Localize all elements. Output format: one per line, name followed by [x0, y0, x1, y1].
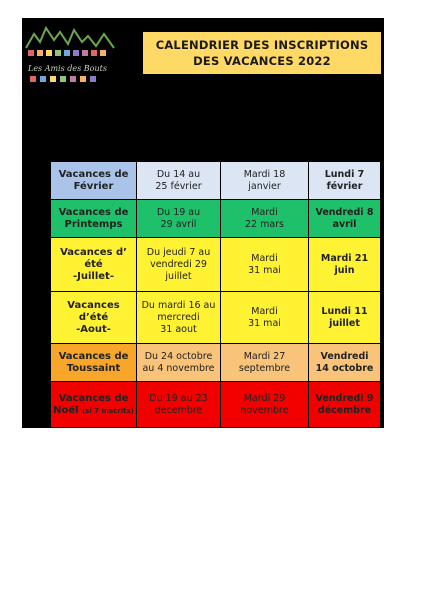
calendar-sheet	[22, 18, 384, 428]
table-row	[51, 200, 381, 238]
vacation-dates-cell	[137, 162, 221, 200]
cell-text-line: Vacances de	[58, 206, 129, 218]
cell-text-line: 31 mai	[248, 264, 281, 276]
registration-opening-cell	[221, 238, 309, 292]
cell-text-line: Vacances de	[58, 350, 129, 362]
cell-text-line: Toussaint	[66, 362, 121, 374]
cell-text-line: vendredi 29	[150, 258, 207, 270]
cell-text-line: -Juillet-	[73, 270, 114, 282]
cell-text-line: septembre	[238, 362, 291, 374]
cell-text-line: Du 19 au 23	[149, 392, 208, 404]
cell-text-line: Lundi 7	[324, 168, 365, 180]
vacation-name-cell	[51, 238, 137, 292]
cell-text-line: Vendredi	[320, 350, 369, 362]
cell-text-line: avril	[332, 218, 357, 230]
cell-text-line: Printemps	[64, 218, 123, 230]
cell-text-line: 22 mars	[244, 218, 285, 230]
table-row	[51, 292, 381, 344]
vacation-dates-cell	[137, 238, 221, 292]
cell-text-line: au 4 novembre	[142, 362, 215, 374]
registration-opening-cell	[221, 200, 309, 238]
cell-text-line: Mardi	[251, 305, 278, 317]
logo-color-squares-icon	[24, 74, 116, 86]
registration-deadline-cell	[309, 200, 381, 238]
cell-text-line: Vacances de	[58, 168, 129, 180]
vacation-name-cell	[51, 382, 137, 428]
cell-text-line: Mardi 18	[243, 168, 286, 180]
vacation-name-cell	[51, 344, 137, 382]
mountains-logo-icon	[24, 20, 116, 66]
cell-text-line: 31 mai	[248, 317, 281, 329]
cell-text-line: Lundi 11	[321, 305, 368, 317]
cell-note: (si 7 inscrits)	[82, 406, 134, 415]
cell-text-line: Noël	[53, 404, 79, 416]
cell-text-line: Mardi	[251, 206, 278, 218]
registration-opening-cell	[221, 344, 309, 382]
registration-deadline-cell	[309, 238, 381, 292]
cell-text-line: juillet	[165, 270, 192, 282]
club-logo	[24, 20, 116, 82]
cell-text-line: Vendredi 8	[315, 206, 374, 218]
registration-opening-cell	[221, 162, 309, 200]
cell-text-line: décembre	[154, 404, 203, 416]
logo-text: Les Amis des Bouts	[28, 64, 107, 73]
cell-text-line: novembre	[240, 404, 289, 416]
vacation-name-cell	[51, 162, 137, 200]
cell-text-line: Mardi 21	[320, 252, 369, 264]
registration-deadline-cell	[309, 344, 381, 382]
cell-text-line: Du 19 au	[156, 206, 201, 218]
table-row	[51, 344, 381, 382]
cell-text-line: janvier	[248, 180, 281, 192]
cell-text-line: 31 aout	[160, 323, 197, 335]
vacation-dates-cell	[137, 292, 221, 344]
cell-text-line: 25 février	[155, 180, 202, 192]
vacation-dates-cell	[137, 344, 221, 382]
cell-text-line: Mardi	[251, 252, 278, 264]
cell-text-line: Vacances de	[58, 392, 129, 404]
cell-text-line: Mardi 27	[243, 350, 286, 362]
cell-text-line: Du mardi 16 au	[141, 299, 216, 311]
registration-table	[50, 161, 381, 428]
cell-text-line: février	[326, 180, 363, 192]
cell-text-line: Mardi 29	[243, 392, 286, 404]
cell-text-line: décembre	[317, 404, 372, 416]
cell-text-line: Du jeudi 7 au	[146, 246, 211, 258]
cell-text-line: 14 octobre	[315, 362, 374, 374]
table-row	[51, 162, 381, 200]
cell-text-line: Février	[73, 180, 114, 192]
table-row	[51, 238, 381, 292]
registration-opening-cell	[221, 382, 309, 428]
title-line-2: DES VACANCES 2022	[193, 54, 331, 68]
vacation-dates-cell	[137, 200, 221, 238]
cell-text-line: Du 14 au	[156, 168, 201, 180]
cell-text-line: Vendredi 9	[315, 392, 374, 404]
cell-text-line: Vacances d’ été	[60, 246, 127, 270]
cell-text-line: mercredi	[157, 311, 200, 323]
page-title	[143, 32, 381, 74]
cell-text-line: 29 avril	[160, 218, 197, 230]
title-line-1: CALENDRIER DES INSCRIPTIONS	[155, 38, 369, 52]
registration-deadline-cell	[309, 162, 381, 200]
vacation-name-cell	[51, 292, 137, 344]
cell-text-line: juin	[334, 264, 355, 276]
cell-text-line: juillet	[329, 317, 360, 329]
registration-opening-cell	[221, 292, 309, 344]
cell-text-line: Du 24 octobre	[144, 350, 213, 362]
cell-text-line: -Aout-	[76, 323, 111, 335]
table-row	[51, 382, 381, 428]
cell-text-line: Vacances d’été	[67, 299, 120, 323]
registration-deadline-cell	[309, 382, 381, 428]
registration-deadline-cell	[309, 292, 381, 344]
vacation-dates-cell	[137, 382, 221, 428]
vacation-name-cell	[51, 200, 137, 238]
